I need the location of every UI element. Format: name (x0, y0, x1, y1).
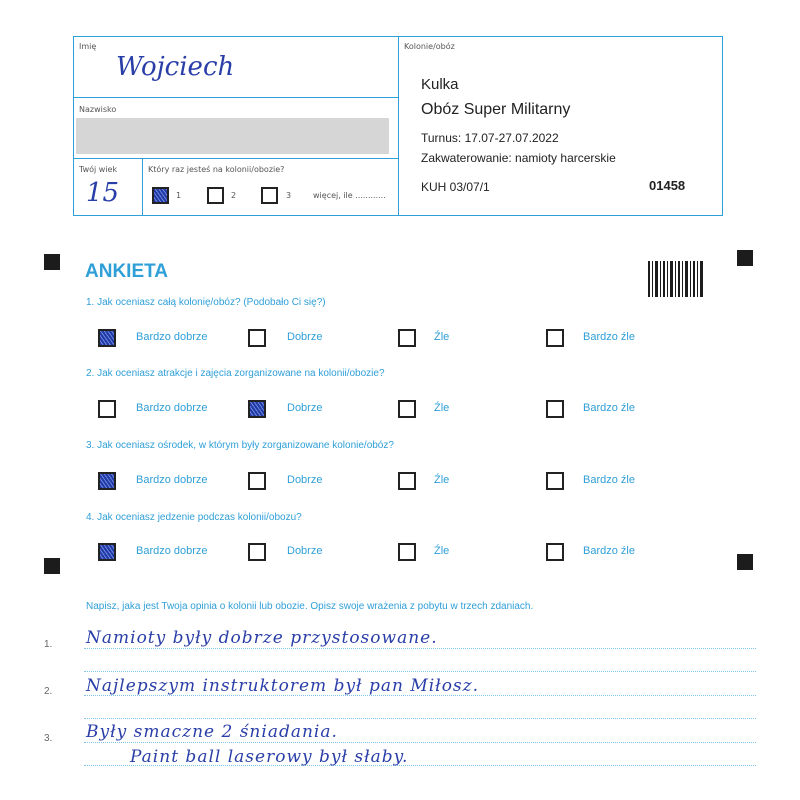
q2-option-3-label: Źle (434, 402, 450, 414)
question-4: 4. Jak oceniasz jedzenie podczas kolonii/obozu? (86, 512, 302, 523)
answer-line (84, 648, 756, 649)
header-divider-vertical (398, 36, 399, 216)
q3-option-4-checkbox[interactable] (546, 472, 564, 490)
q4-option-2-label: Dobrze (287, 545, 323, 557)
age-divider (142, 158, 143, 216)
q3-option-3-label: Źle (434, 474, 450, 486)
imie-value: Wojciech (116, 52, 235, 82)
q1-option-3-label: Źle (434, 331, 450, 343)
header-divider-1 (73, 97, 398, 98)
registration-mark (44, 558, 60, 574)
handwritten-answer-3: Były smaczne 2 śniadania. (86, 722, 338, 742)
wiek-label: Twój wiek (79, 165, 118, 174)
registration-mark (737, 250, 753, 266)
q3-option-1-label: Bardzo dobrze (136, 474, 208, 486)
q3-option-2-checkbox[interactable] (248, 472, 266, 490)
q4-option-4-label: Bardzo źle (583, 545, 635, 557)
survey-title: ANKIETA (85, 261, 169, 282)
answer-line (84, 742, 756, 743)
times-opt-1: 1 (176, 191, 182, 200)
kolonia-label: Kolonie/obóz (404, 42, 455, 51)
q4-option-1-checkbox[interactable] (98, 543, 116, 561)
q4-option-3-label: Źle (434, 545, 450, 557)
barcode (648, 261, 704, 297)
question-2: 2. Jak oceniasz atrakcje i zajęcia zorganizowane na kolonii/obozie? (86, 368, 385, 379)
q3-option-2-label: Dobrze (287, 474, 323, 486)
times-checkbox-2 (207, 187, 224, 204)
line-number-3: 3. (44, 733, 53, 744)
registration-mark (737, 554, 753, 570)
q1-option-3-checkbox[interactable] (398, 329, 416, 347)
times-opt-3: 3 (286, 191, 292, 200)
q2-option-2-label: Dobrze (287, 402, 323, 414)
q1-option-4-label: Bardzo źle (583, 331, 635, 343)
wiek-value: 15 (86, 178, 120, 208)
q4-option-1-label: Bardzo dobrze (136, 545, 208, 557)
nazwisko-redacted (76, 118, 389, 154)
imie-label: Imię (79, 42, 97, 51)
form-number: 01458 (649, 178, 686, 193)
q2-option-3-checkbox[interactable] (398, 400, 416, 418)
q1-option-4-checkbox[interactable] (546, 329, 564, 347)
question-1: 1. Jak oceniasz całą kolonię/obóz? (Podobało Ci się?) (86, 297, 326, 308)
times-checkbox-1 (152, 187, 169, 204)
opinion-prompt: Napisz, jaka jest Twoja opinia o kolonii lub obozie. Opisz swoje wrażenia z pobytu w trzech zdaniach. (86, 601, 534, 612)
q3-option-4-label: Bardzo źle (583, 474, 635, 486)
q1-option-1-checkbox[interactable] (98, 329, 116, 347)
handwritten-answer-1: Namioty były dobrze przystosowane. (86, 628, 438, 648)
q1-option-2-checkbox[interactable] (248, 329, 266, 347)
ktory-raz-label: Który raz jesteś na kolonii/obozie? (148, 165, 285, 174)
zakwaterowanie: Zakwaterowanie: namioty harcerskie (421, 151, 616, 165)
camp-org: Kulka (421, 76, 459, 93)
times-checkbox-3 (261, 187, 278, 204)
q2-option-1-checkbox[interactable] (98, 400, 116, 418)
camp-code: KUH 03/07/1 (421, 180, 490, 194)
q2-option-4-checkbox[interactable] (546, 400, 564, 418)
line-number-2: 2. (44, 686, 53, 697)
camp-name: Obóz Super Militarny (421, 101, 571, 118)
nazwisko-label: Nazwisko (79, 105, 117, 114)
turnus: Turnus: 17.07-27.07.2022 (421, 131, 559, 145)
q4-option-4-checkbox[interactable] (546, 543, 564, 561)
line-number-1: 1. (44, 639, 53, 650)
wiecej-label: więcej, ile ............ (313, 191, 386, 200)
header-divider-2 (73, 158, 398, 159)
q2-option-1-label: Bardzo dobrze (136, 402, 208, 414)
times-opt-2: 2 (231, 191, 237, 200)
q2-option-2-checkbox[interactable] (248, 400, 266, 418)
q3-option-1-checkbox[interactable] (98, 472, 116, 490)
q4-option-2-checkbox[interactable] (248, 543, 266, 561)
q1-option-2-label: Dobrze (287, 331, 323, 343)
q2-option-4-label: Bardzo źle (583, 402, 635, 414)
handwritten-answer-4: Paint ball laserowy był słaby. (130, 747, 409, 767)
answer-line (84, 671, 756, 672)
registration-mark (44, 254, 60, 270)
q3-option-3-checkbox[interactable] (398, 472, 416, 490)
q4-option-3-checkbox[interactable] (398, 543, 416, 561)
question-3: 3. Jak oceniasz ośrodek, w którym były zorganizowane kolonie/obóz? (86, 440, 394, 451)
answer-line (84, 718, 756, 719)
handwritten-answer-2: Najlepszym instruktorem był pan Miłosz. (86, 676, 480, 696)
q1-option-1-label: Bardzo dobrze (136, 331, 208, 343)
